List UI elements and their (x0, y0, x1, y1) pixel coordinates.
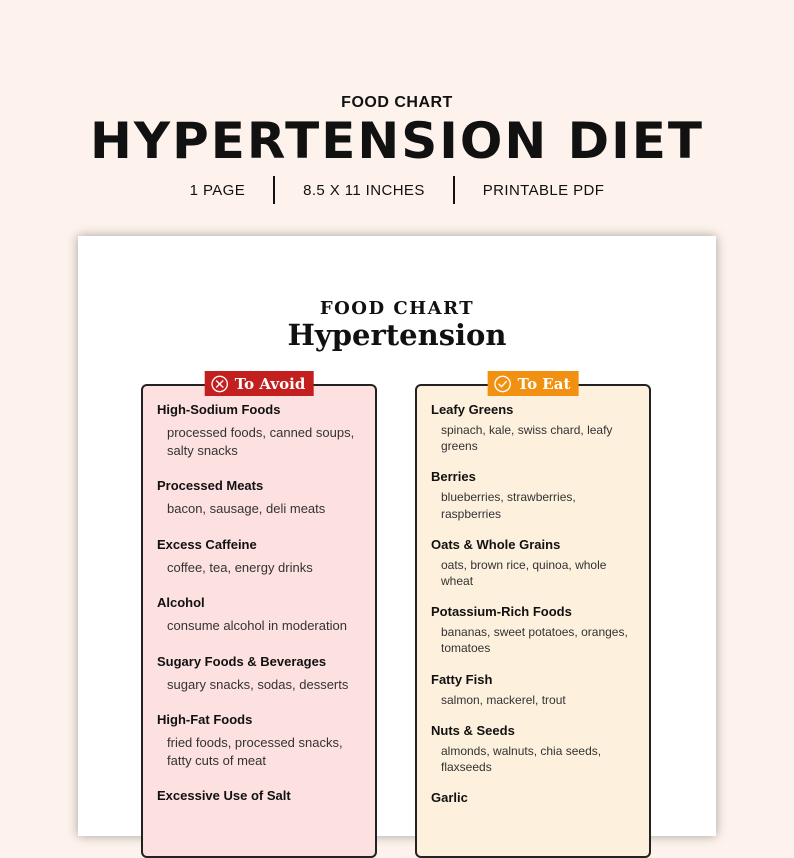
page-kicker: FOOD CHART (319, 298, 475, 319)
meta-pages: 1 PAGE (189, 181, 246, 199)
list-item (431, 402, 637, 454)
item-title: Processed Meats (157, 478, 264, 494)
eat-badge (488, 371, 579, 396)
item-title: Nuts & Seeds (431, 722, 515, 738)
avoid-badge (205, 371, 314, 396)
x-circle-icon (211, 375, 229, 393)
list-item (157, 654, 363, 694)
eat-panel (415, 374, 651, 858)
item-desc: consume alcohol in moderation (167, 618, 347, 634)
list-item (431, 537, 637, 589)
item-title: Excess Caffeine (157, 536, 257, 552)
list-item (157, 402, 363, 459)
list-item (431, 604, 637, 656)
item-title: High-Fat Foods (157, 712, 253, 728)
item-title: Berries (431, 469, 476, 485)
list-item (157, 788, 363, 803)
page-title: Hypertension (287, 318, 507, 352)
item-desc: fried foods, processed snacks, fatty cuts of meat (167, 735, 343, 768)
item-desc: sugary snacks, sodas, desserts (167, 676, 349, 692)
item-desc: blueberries, strawberries, raspberries (441, 490, 576, 521)
item-title: Garlic (431, 790, 468, 806)
item-desc: bananas, sweet potatoes, oranges, tomatoes (441, 625, 628, 656)
avoid-list (157, 402, 363, 822)
item-desc: almonds, walnuts, chia seeds, flaxseeds (441, 743, 602, 774)
eat-list (431, 402, 637, 820)
item-title: Sugary Foods & Beverages (157, 653, 327, 669)
list-item (157, 595, 363, 635)
chart-preview-page (78, 236, 716, 836)
item-desc: bacon, sausage, deli meats (167, 501, 326, 517)
item-desc: salmon, mackerel, trout (441, 692, 566, 707)
header-kicker: FOOD CHART (341, 94, 453, 111)
item-desc: processed foods, canned soups, salty snacks (167, 425, 355, 458)
list-item (431, 469, 637, 521)
avoid-panel (141, 374, 377, 858)
list-item (157, 712, 363, 769)
item-title: Potassium-Rich Foods (431, 604, 572, 620)
meta-size: 8.5 X 11 INCHES (303, 181, 425, 199)
list-item (431, 723, 637, 775)
item-title: High-Sodium Foods (157, 402, 281, 417)
list-item (157, 478, 363, 518)
item-desc: oats, brown rice, quinoa, whole wheat (441, 557, 607, 588)
meta-row (0, 176, 794, 204)
item-title: Excessive Use of Salt (157, 788, 291, 804)
list-item (431, 672, 637, 708)
list-item (157, 537, 363, 577)
item-title: Alcohol (157, 595, 205, 611)
list-item (431, 790, 637, 805)
avoid-badge-label: To Avoid (234, 374, 306, 393)
meta-format: PRINTABLE PDF (482, 181, 605, 199)
item-title: Leafy Greens (431, 402, 514, 417)
eat-badge-label: To Eat (517, 374, 571, 393)
item-desc: coffee, tea, energy drinks (167, 559, 313, 575)
check-circle-icon (494, 375, 512, 393)
item-title: Fatty Fish (431, 671, 493, 687)
header-title: HYPERTENSION DIET (90, 112, 704, 170)
item-title: Oats & Whole Grains (431, 536, 561, 552)
item-desc: spinach, kale, swiss chard, leafy greens (441, 423, 613, 454)
